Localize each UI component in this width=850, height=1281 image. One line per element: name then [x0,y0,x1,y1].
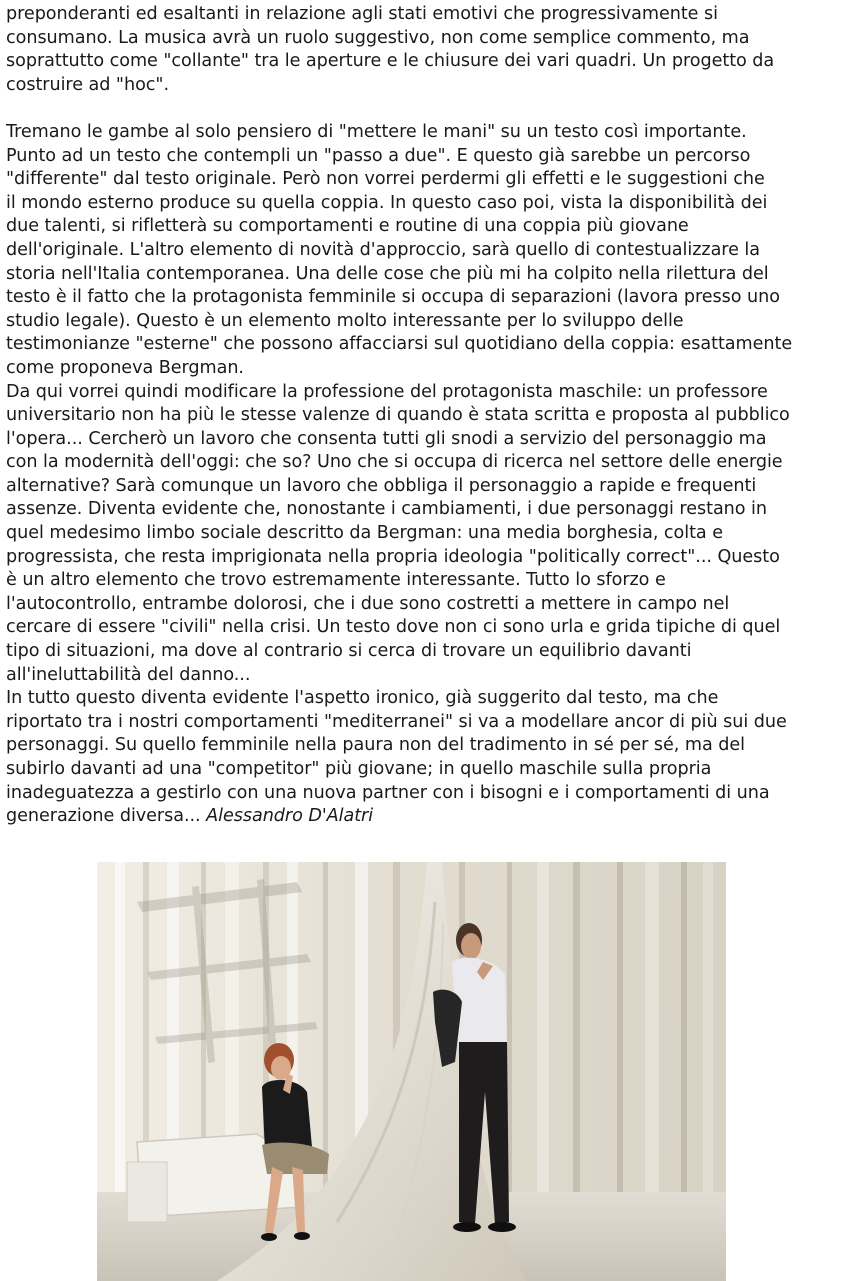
text-line: riportato tra i nostri comportamenti "mediterranei" si va a modellare ancor di più sui due [6,711,787,732]
text-line: Da qui vorrei quindi modificare la professione del protagonista maschile: un professore [6,381,768,402]
text-line: l'autocontrollo, entrambe dolorosi, che i due sono costretti a mettere in campo nel [6,593,730,614]
bed-side-block [127,1162,167,1222]
text-line: testimonianze "esterne" che possono affacciarsi sul quotidiano della coppia: esattamente [6,334,793,355]
text-line: "differente" dal testo originale. Però non vorrei perdermi gli effetti e le suggestioni che [6,169,765,190]
text-line: tipo di situazioni, ma dove al contrario si cerca di trovare un equilibrio davanti [6,641,692,662]
paragraph-4 [6,687,846,829]
closing-text: generazione diversa... [6,806,207,827]
text-line: dell'originale. L'altro elemento di novità d'approccio, sarà quello di contestualizzare la [6,239,760,260]
text-line: subirlo davanti ad una "competitor" più giovane; in quello maschile sulla propria [6,759,712,779]
text-line: universitario non ha più le stesse valenze di quando è stata scritta e proposta al pubblico [6,405,790,426]
text-line: inadeguatezza a gestirlo con una nuova partner con i bisogni e i comportamenti di una [6,782,770,803]
article-body [6,3,846,829]
text-line: l'opera... Cercherò un lavoro che consenta tutti gli snodi a servizio del personaggio ma [6,428,767,449]
text-line: studio legale). Questo è un elemento molto interessante per lo sviluppo delle [6,310,684,331]
text-line: alternative? Sarà comunque un lavoro che obbliga il personaggio a rapide e frequenti [6,475,757,496]
text-line: Punto ad un testo che contempli un "passo a due". E questo già sarebbe un percorso [6,145,751,166]
text-line-last [6,805,846,829]
text-line: il mondo esterno produce su quella coppia. In questo caso poi, vista la disponibilità dei [6,192,768,213]
text-line: con la modernità dell'oggi: che so? Uno che si occupa di ricerca nel settore delle energie [6,452,783,473]
text-line: storia nell'Italia contemporanea. Una delle cose che più mi ha colpito nella rilettura del [6,263,769,284]
text-line: consumano. La musica avrà un ruolo suggestivo, non come semplice commento, ma [6,27,750,48]
text-line: progressista, che resta imprigionata nella propria ideologia "politically correct"... Questo [6,546,780,567]
text-line: Tremano le gambe al solo pensiero di "mettere le mani" su un testo così importante. [6,121,747,142]
text-line: personaggi. Su quello femminile nella paura non del tradimento in sé per sé, ma del [6,735,745,756]
text-line: due talenti, si rifletterà su comportamenti e routine di una coppia più giovane [6,216,689,237]
paragraph-3 [6,381,846,688]
text-line: testo è il fatto che la protagonista femminile si occupa di separazioni (lavora presso uno [6,287,780,308]
text-line: preponderanti ed esaltanti in relazione agli stati emotivi che progressivamente si [6,4,718,24]
author-signature: Alessandro D'Alatri [206,806,374,827]
text-line: In tutto questo diventa evidente l'aspetto ironico, già suggerito dal testo, ma che [6,688,719,709]
paragraph-spacer [6,97,846,121]
text-line: quel medesimo limbo sociale descritto da Bergman: una media borghesia, colta e [6,523,723,544]
text-line: cercare di essere "civili" nella crisi. Un testo dove non ci sono urla e grida tipiche di quel [6,617,781,638]
paragraph-2 [6,121,846,381]
text-line: costruire ad "hoc". [6,74,169,95]
text-line: soprattutto come "collante" tra le aperture e le chiusure dei vari quadri. Un progetto da [6,51,775,72]
stage-photo [97,862,726,1281]
paragraph-1 [6,3,846,97]
text-line: è un altro elemento che trovo estremamente interessante. Tutto lo sforzo e [6,570,666,591]
stage-photo-illustration [97,862,726,1281]
text-line: come proponeva Bergman. [6,357,244,378]
text-line: all'ineluttabilità del danno... [6,664,251,685]
text-line: assenze. Diventa evidente che, nonostante i cambiamenti, i due personaggi restano in [6,499,767,520]
